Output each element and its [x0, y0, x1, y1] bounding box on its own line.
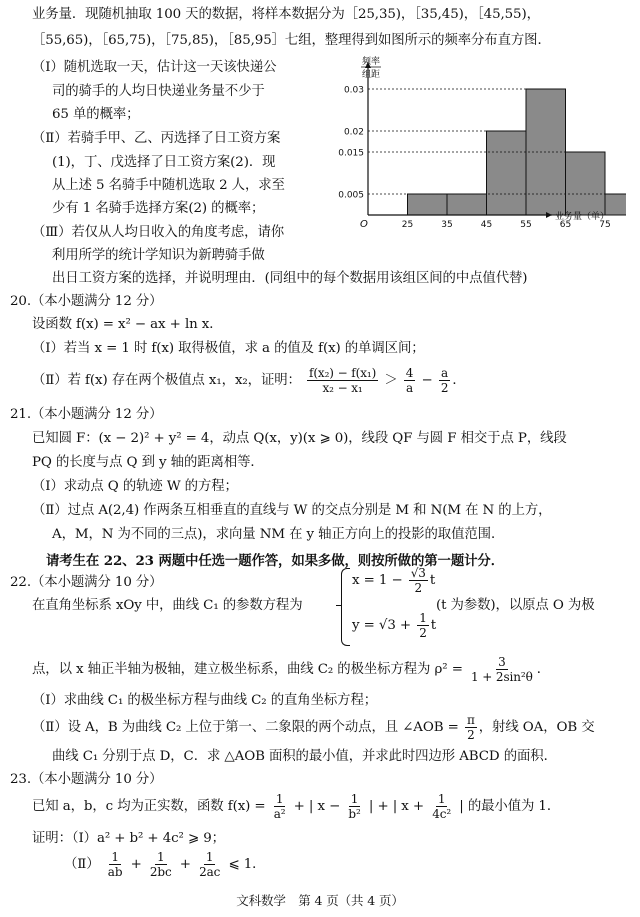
p19-q2-line1: （Ⅱ）若骑手甲、乙、丙选择了日工资方案 — [32, 131, 281, 146]
x-tick-label: 45 — [480, 220, 493, 230]
p19-intro-line2: ［55,65)，［65,75)，［75,85)，［85,95］七组，整理得到如图所示的频率分布直方图． — [32, 33, 551, 48]
p22-line4: （Ⅱ）设 A，B 为曲线 C₂ 上位于第一、二象限的两个动点，且 ∠AOB = $\frac{\pi}{2}$ ，射线 OA，OB 交 — [32, 713, 595, 742]
p19-intro-line1: 业务量．现随机抽取 100 天的数据，将样本数据分为［25,35)，［35,45)，［45,55)， — [32, 7, 540, 22]
p23-line1: 已知 a，b，c 均为正实数，函数 f(x) = $\frac{1}{\text{a²}}$ + | x − $\frac{1}{\text{b²}}$ | + | x + $\frac{1}{\text{4c²}}$ | 的最小值为 1． — [32, 792, 561, 821]
p23-frac-1-over-4c2: $\frac{1}{\text{4c²}}$ — [432, 792, 452, 821]
p22-param-eq-y: y = √3 + $\frac{1}{2}$ t — [352, 611, 437, 640]
histogram-bar-65-75 — [566, 152, 606, 215]
p22-param-eq-x: x = 1 − $\frac{√3}{2}$ t — [352, 566, 436, 595]
histogram-bar-25-35 — [408, 194, 448, 215]
p19-q3-line2: 利用所学的统计学知识为新聘骑手做 — [52, 248, 265, 263]
p19-q2-line2: (1)，丁、戊选择了日工资方案(2)．现 — [52, 155, 276, 170]
p21-line3: （Ⅰ）求动点 Q 的轨迹 W 的方程； — [32, 479, 238, 494]
p19-q1-line2: 司的骑手的人均日快递业务量不少于 — [52, 84, 265, 99]
p21-line4: （Ⅱ）过点 A(2,4) 作两条互相垂直的直线与 W 的交点分别是 M 和 N(M 在 N 的上方， — [32, 503, 552, 518]
p23-heading: 23.（本小题满分 10 分） — [10, 772, 163, 787]
p20-fraction-a-over-2: $\frac{a}{2}$ — [440, 366, 449, 395]
elective-notice: 请考生在 22、23 两题中任选一题作答，如果多做，则按所做的第一题计分． — [46, 553, 504, 569]
p20-line3: （Ⅱ）若 f(x) 存在两个极值点 x₁，x₂，证明： $\frac{\text{f(x₂) − f(x₁)}}{\text{x₂ − x₁}}$ ＞ $\frac{4}{a}$ − $\frac{a}{2}$ ． — [32, 366, 466, 395]
p20-fraction-4-over-a: $\frac{4}{a}$ — [405, 366, 414, 395]
y-tick-label: 0.005 — [338, 190, 364, 201]
p21-line5: A，M，N 为不同的三点)，求向量 NM 在 y 轴正方向上的投影的取值范围． — [52, 527, 505, 542]
histogram-bar-45-55 — [487, 131, 527, 215]
p23-line3: （Ⅱ） $\frac{1}{ab}$ + $\frac{1}{2bc}$ + $\frac{1}{2ac}$ ⩽ 1． — [64, 850, 266, 879]
x-tick-label: 65 — [559, 220, 572, 230]
p22-line5: 曲线 C₁ 分别于点 D，C．求 △AOB 面积的最小值，并求此时四边形 ABCD 的面积． — [52, 749, 557, 764]
p21-line1: 已知圆 F：(x − 2)² + y² = 4，动点 Q(x，y)(x ⩾ 0)，线段 QF 与圆 F 相交于点 P，线段 — [32, 431, 567, 446]
p20-line2: （Ⅰ）若当 x = 1 时 f(x) 取得极值，求 a 的值及 f(x) 的单调区间； — [32, 341, 425, 356]
p22-line1b: (t 为参数)，以原点 O 为极 — [436, 598, 595, 613]
frequency-histogram — [326, 54, 626, 234]
p19-q1-line1: （Ⅰ）随机选取一天，估计这一天该快递公 — [32, 60, 277, 75]
p20-line1: 设函数 f(x) = x² − ax + ln x． — [32, 317, 223, 332]
p21-heading: 21.（本小题满分 12 分） — [10, 407, 163, 422]
p20-fraction-difference-quotient: $\frac{\text{f(x₂) − f(x₁)}}{\text{x₂ − x₁}}$ — [309, 366, 377, 395]
p22-frac-1-over-2: $\frac{1}{2}$ — [419, 611, 427, 640]
x-tick-label: 55 — [520, 220, 532, 230]
x-tick-label: 25 — [401, 220, 414, 230]
page-footer: 文科数学 第 4 页（共 4 页） — [236, 893, 404, 908]
y-tick-label: 0.02 — [343, 127, 364, 138]
y-tick-label: 0.015 — [338, 148, 364, 159]
p23-frac-1-over-ab: $\frac{1}{ab}$ — [107, 850, 123, 879]
y-tick-label: 0.03 — [343, 85, 364, 96]
p22-system-brace — [341, 568, 350, 646]
p22-polar-fraction: $\frac{3}{\text{1 + 2sin²θ}}$ — [470, 655, 533, 684]
origin-label: O — [360, 219, 368, 230]
p19-q2-line4: 少有 1 名骑手选择方案(2) 的概率； — [52, 201, 265, 216]
p23-frac-1-over-b2: $\frac{1}{\text{b²}}$ — [348, 792, 361, 821]
x-axis-label: 业务量（单） — [555, 212, 610, 222]
p20-heading: 20.（本小题满分 12 分） — [10, 294, 163, 309]
p21-line2: PQ 的长度与点 Q 到 y 轴的距离相等． — [32, 455, 264, 470]
p22-line3: （Ⅰ）求曲线 C₁ 的极坐标方程与曲线 C₂ 的直角坐标方程； — [32, 693, 378, 708]
p22-pi-over-2: $\frac{\pi}{2}$ — [466, 713, 475, 742]
p22-frac-sqrt3-over-2: $\frac{√3}{2}$ — [410, 566, 426, 595]
histogram-bar-35-45 — [447, 194, 487, 215]
p22-line2: 点，以 x 轴正半轴为极轴，建立极坐标系，曲线 C₂ 的极坐标方程为 ρ² = $\frac{3}{\text{1 + 2sin²θ}}$ ． — [32, 655, 550, 684]
p23-frac-1-over-a2: $\frac{1}{\text{a²}}$ — [273, 792, 286, 821]
p23-frac-1-over-2bc: $\frac{1}{2bc}$ — [149, 850, 172, 879]
x-tick-label: 75 — [599, 220, 611, 230]
p19-q3-line3: 出日工资方案的选择，并说明理由．(同组中的每个数据用该组区间的中点值代替) — [52, 271, 528, 286]
p23-line2: 证明：（Ⅰ）a² + b² + 4c² ⩾ 9； — [32, 831, 225, 846]
p19-q3-line1: （Ⅲ）若仅从人均日收入的角度考虑，请你 — [32, 225, 285, 240]
p22-heading: 22.（本小题满分 10 分） — [10, 575, 163, 590]
p23-frac-1-over-2ac: $\frac{1}{2ac}$ — [199, 850, 221, 879]
y-axis-label-denominator: 组距 — [361, 70, 381, 80]
p19-q1-line3: 65 单的概率； — [52, 107, 140, 122]
p19-q2-line3: 从上述 5 名骑手中随机选取 2 人，求至 — [52, 178, 285, 193]
y-axis-label-numerator: 频率 — [361, 57, 381, 67]
p22-line1a: 在直角坐标系 xOy 中，曲线 C₁ 的参数方程为 — [32, 598, 303, 613]
x-tick-label: 35 — [441, 220, 453, 230]
